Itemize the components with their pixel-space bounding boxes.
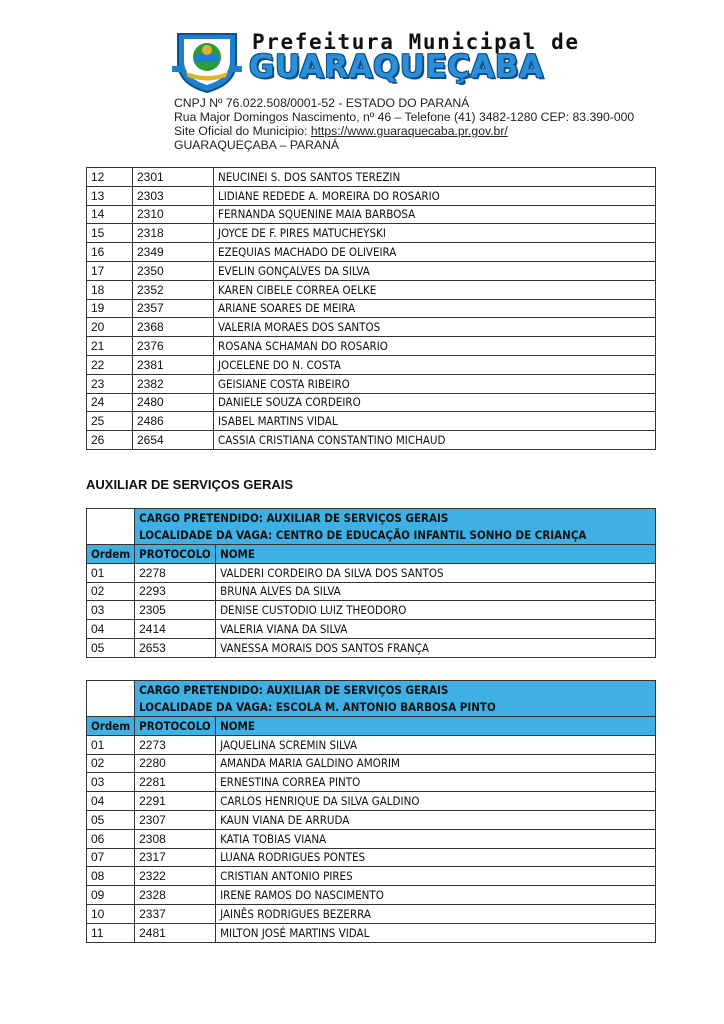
cell-nome: JAINÊS RODRIGUES BEZERRA	[216, 904, 656, 923]
cell-nome: CRISTIAN ANTONIO PIRES	[216, 867, 656, 886]
cell-nome: NEUCINEI S. DOS SANTOS TEREZIN	[214, 168, 656, 187]
cell-nome: JAQUELINA SCREMIN SILVA	[216, 735, 656, 754]
cell-ordem: 24	[87, 393, 133, 412]
localidade-vaga: LOCALIDADE DA VAGA: ESCOLA M. ANTONIO BARBOSA PINTO	[139, 699, 496, 714]
table-row	[87, 243, 656, 262]
cell-nome: DENISE CUSTODIO LUIZ THEODORO	[216, 601, 656, 620]
cell-nome: VALERIA MORAES DOS SANTOS	[214, 318, 656, 337]
cell-ordem: 05	[87, 810, 135, 829]
cell-ordem: 14	[87, 205, 133, 224]
cell-protocolo: 2322	[135, 867, 216, 886]
table-title-cell	[135, 681, 656, 717]
cell-ordem: 10	[87, 904, 135, 923]
table-row	[87, 355, 656, 374]
cell-protocolo: 2368	[133, 318, 214, 337]
cargo-pretendido: CARGO PRETENDIDO: AUXILIAR DE SERVIÇOS GERAIS	[139, 683, 449, 697]
cell-ordem: 07	[87, 848, 135, 867]
table-row	[87, 620, 656, 639]
table-title-row	[87, 681, 656, 717]
cell-nome: JOYCE DE F. PIRES MATUCHEYSKI	[214, 224, 656, 243]
table-row	[87, 638, 656, 657]
cell-protocolo: 2291	[135, 792, 216, 811]
cell-nome: FERNANDA SQUENINE MAIA BARBOSA	[214, 205, 656, 224]
cell-protocolo: 2328	[135, 886, 216, 905]
cell-nome: AMANDA MARIA GALDINO AMORIM	[216, 754, 656, 773]
cell-protocolo: 2357	[133, 299, 214, 318]
cell-protocolo: 2349	[133, 243, 214, 262]
cell-nome: KAUN VIANA DE ARRUDA	[216, 810, 656, 829]
table-row	[87, 754, 656, 773]
cell-nome: ROSANA SCHAMAN DO ROSARIO	[214, 337, 656, 356]
cell-protocolo: 2653	[135, 638, 216, 657]
cell-ordem: 11	[87, 923, 135, 942]
cell-protocolo: 2318	[133, 224, 214, 243]
site-link[interactable]: https://www.guaraquecaba.pr.gov.br/	[310, 124, 508, 138]
col-header-nome: NOME	[216, 545, 656, 564]
table-row	[87, 168, 656, 187]
cell-protocolo: 2317	[135, 848, 216, 867]
cell-ordem: 19	[87, 299, 133, 318]
cell-nome: CARLOS HENRIQUE DA SILVA GALDINO	[216, 792, 656, 811]
municipal-coat-of-arms-logo	[172, 28, 242, 94]
candidates-table-continuation	[86, 167, 656, 450]
table-row	[87, 773, 656, 792]
cell-ordem: 04	[87, 620, 135, 639]
cell-ordem: 05	[87, 638, 135, 657]
table-row	[87, 224, 656, 243]
cell-protocolo: 2480	[133, 393, 214, 412]
cell-protocolo: 2280	[135, 754, 216, 773]
cell-nome: VALERIA VIANA DA SILVA	[216, 620, 656, 639]
col-header-protocolo: PROTOCOLO	[135, 545, 216, 564]
table-row	[87, 393, 656, 412]
cell-nome: KATIA TOBIAS VIANA	[216, 829, 656, 848]
cell-ordem: 01	[87, 735, 135, 754]
cell-protocolo: 2337	[135, 904, 216, 923]
header-address: Rua Major Domingos Nascimento, nº 46 – Telefone (41) 3482-1280 CEP: 83.390-000	[174, 110, 635, 124]
cell-ordem: 02	[87, 754, 135, 773]
cell-protocolo: 2307	[135, 810, 216, 829]
table-escola-antonio-barbosa-pinto	[86, 680, 656, 943]
cell-ordem: 17	[87, 261, 133, 280]
cell-ordem: 15	[87, 224, 133, 243]
cell-ordem: 22	[87, 355, 133, 374]
col-header-nome: NOME	[216, 717, 656, 736]
cell-nome: ISABEL MARTINS VIDAL	[214, 412, 656, 431]
cell-nome: EZEQUIAS MACHADO DE OLIVEIRA	[214, 243, 656, 262]
cell-nome: KAREN CIBELE CORREA OELKE	[214, 280, 656, 299]
cell-nome: EVELIN GONÇALVES DA SILVA	[214, 261, 656, 280]
col-header-ordem: Ordem	[87, 717, 135, 736]
table-title-row	[87, 509, 656, 545]
cell-ordem: 08	[87, 867, 135, 886]
cell-ordem: 01	[87, 563, 135, 582]
cell-ordem: 03	[87, 601, 135, 620]
cell-ordem: 13	[87, 186, 133, 205]
cell-protocolo: 2308	[135, 829, 216, 848]
cell-protocolo: 2301	[133, 168, 214, 187]
cell-nome: GEISIANE COSTA RIBEIRO	[214, 374, 656, 393]
table-row	[87, 867, 656, 886]
table-row	[87, 886, 656, 905]
header-cnpj: CNPJ Nº 76.022.508/0001-52 - ESTADO DO PARANÁ	[174, 96, 470, 110]
cell-nome: JOCELENE DO N. COSTA	[214, 355, 656, 374]
cell-nome: ERNESTINA CORREA PINTO	[216, 773, 656, 792]
table-header-row	[87, 717, 656, 736]
section-heading: AUXILIAR DE SERVIÇOS GERAIS	[86, 477, 294, 492]
cell-nome: DANIELE SOUZA CORDEIRO	[214, 393, 656, 412]
cell-nome: VANESSA MORAIS DOS SANTOS FRANÇA	[216, 638, 656, 657]
table-header-row	[87, 545, 656, 564]
cell-ordem: 20	[87, 318, 133, 337]
cell-protocolo: 2350	[133, 261, 214, 280]
cell-nome: BRUNA ALVES DA SILVA	[216, 582, 656, 601]
cell-protocolo: 2654	[133, 431, 214, 450]
table-row	[87, 337, 656, 356]
cell-nome: CASSIA CRISTIANA CONSTANTINO MICHAUD	[214, 431, 656, 450]
table-row	[87, 563, 656, 582]
cell-ordem: 18	[87, 280, 133, 299]
brand-title-line1: Prefeitura Municipal de	[252, 30, 580, 54]
cell-nome: LUANA RODRIGUES PONTES	[216, 848, 656, 867]
cell-protocolo: 2303	[133, 186, 214, 205]
cell-ordem: 06	[87, 829, 135, 848]
table-row	[87, 186, 656, 205]
cell-ordem: 16	[87, 243, 133, 262]
table-row	[87, 431, 656, 450]
table-row	[87, 261, 656, 280]
cell-ordem: 26	[87, 431, 133, 450]
cell-protocolo: 2273	[135, 735, 216, 754]
cell-protocolo: 2352	[133, 280, 214, 299]
table-row	[87, 601, 656, 620]
cargo-pretendido: CARGO PRETENDIDO: AUXILIAR DE SERVIÇOS GERAIS	[139, 511, 449, 525]
cell-protocolo: 2382	[133, 374, 214, 393]
table-centro-educacao-infantil	[86, 508, 656, 658]
brand-title-line2: GUARAQUEÇABA	[249, 49, 544, 85]
cell-protocolo: 2310	[133, 205, 214, 224]
cell-protocolo: 2278	[135, 563, 216, 582]
cell-protocolo: 2414	[135, 620, 216, 639]
col-header-ordem: Ordem	[87, 545, 135, 564]
cell-nome: MILTON JOSÉ MARTINS VIDAL	[216, 923, 656, 942]
table-row	[87, 582, 656, 601]
empty-corner-cell	[87, 509, 135, 545]
table-row	[87, 829, 656, 848]
empty-corner-cell	[87, 681, 135, 717]
cell-ordem: 25	[87, 412, 133, 431]
cell-nome: ARIANE SOARES DE MEIRA	[214, 299, 656, 318]
table-row	[87, 374, 656, 393]
table-row	[87, 299, 656, 318]
table-body	[87, 735, 656, 942]
cell-protocolo: 2381	[133, 355, 214, 374]
table-row	[87, 412, 656, 431]
table-row	[87, 923, 656, 942]
header-city: GUARAQUEÇABA – PARANÁ	[174, 138, 340, 152]
table-row	[87, 735, 656, 754]
table-row	[87, 904, 656, 923]
table-row	[87, 205, 656, 224]
cell-ordem: 09	[87, 886, 135, 905]
table-row	[87, 318, 656, 337]
cell-nome: IRENE RAMOS DO NASCIMENTO	[216, 886, 656, 905]
candidates-table-body	[87, 168, 656, 450]
cell-protocolo: 2305	[135, 601, 216, 620]
localidade-vaga: LOCALIDADE DA VAGA: CENTRO DE EDUCAÇÃO INFANTIL SONHO DE CRIANÇA	[139, 527, 587, 542]
cell-protocolo: 2486	[133, 412, 214, 431]
header-site	[174, 124, 508, 138]
cell-nome: VALDERI CORDEIRO DA SILVA DOS SANTOS	[216, 563, 656, 582]
table-row	[87, 848, 656, 867]
table-title-cell	[135, 509, 656, 545]
cell-ordem: 02	[87, 582, 135, 601]
col-header-protocolo: PROTOCOLO	[135, 717, 216, 736]
table-row	[87, 792, 656, 811]
table-row	[87, 810, 656, 829]
site-label: Site Oficial do Municipio:	[174, 124, 311, 138]
table-row	[87, 280, 656, 299]
cell-ordem: 23	[87, 374, 133, 393]
cell-ordem: 04	[87, 792, 135, 811]
cell-protocolo: 2481	[135, 923, 216, 942]
cell-ordem: 21	[87, 337, 133, 356]
cell-protocolo: 2281	[135, 773, 216, 792]
cell-protocolo: 2293	[135, 582, 216, 601]
table-body	[87, 563, 656, 657]
cell-nome: LIDIANE REDEDE A. MOREIRA DO ROSARIO	[214, 186, 656, 205]
cell-protocolo: 2376	[133, 337, 214, 356]
cell-ordem: 12	[87, 168, 133, 187]
cell-ordem: 03	[87, 773, 135, 792]
